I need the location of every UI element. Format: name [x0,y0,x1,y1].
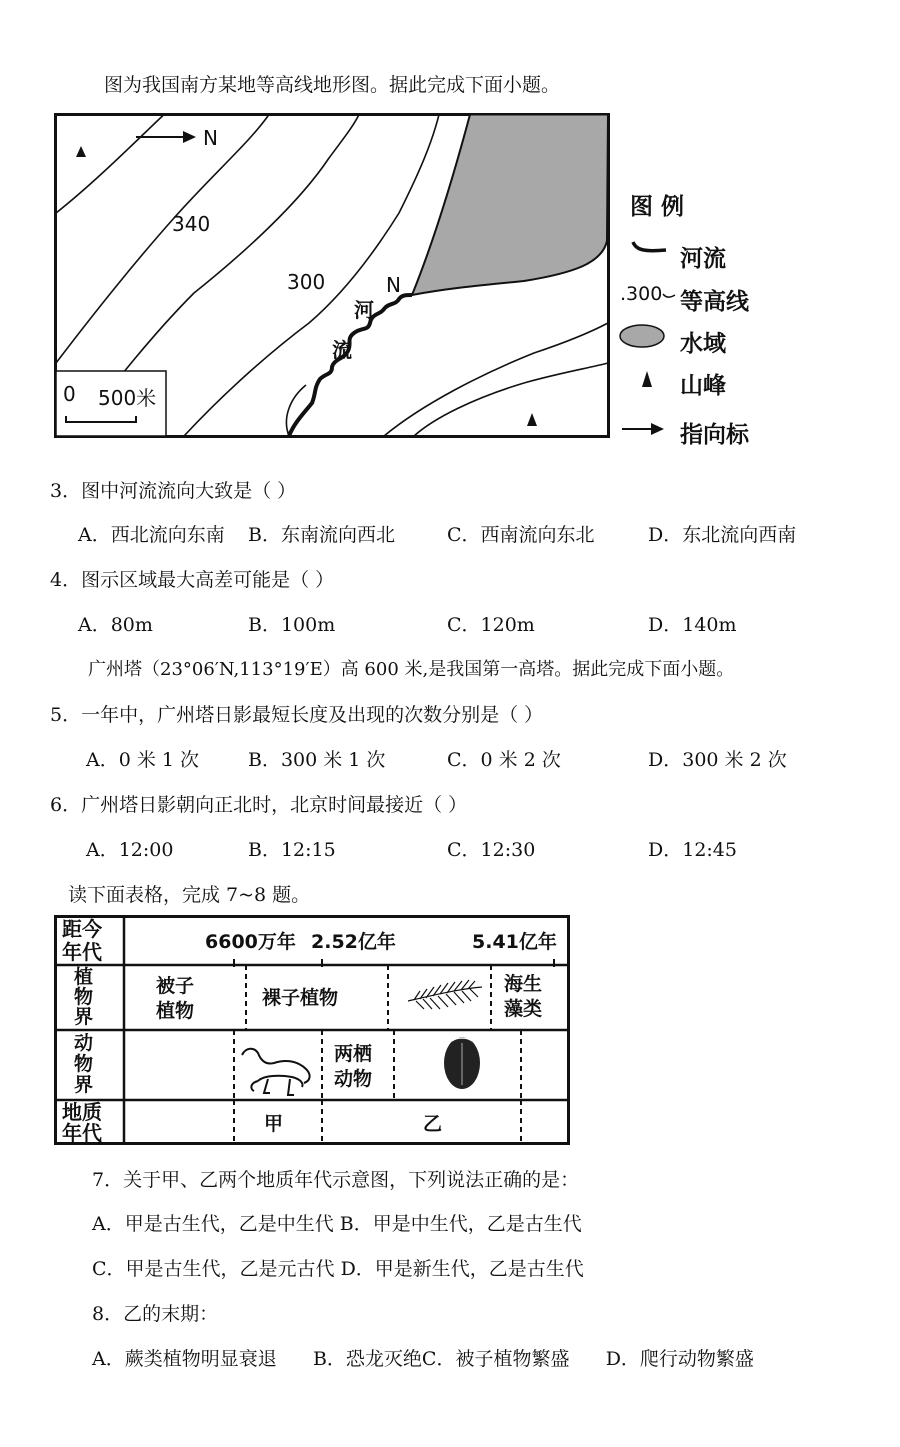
row-header-age-b: 年代 [62,940,102,964]
q4-option-a: A．80m [78,614,153,636]
q3-option-b: B．东南流向西北 [248,524,395,546]
q5-option-a: A．0 米 1 次 [86,749,200,771]
row-header-age-a: 距今 [62,917,102,941]
intro-text-2: 广州塔（23°06′N,113°19′E）高 600 米,是我国第一高塔。据此完成下面小题。 [88,659,735,680]
river-point-n: N [386,273,401,297]
q6-stem: 6．广州塔日影朝向正北时，北京时间最接近（ ） [50,794,468,816]
trilobite-icon [444,1037,480,1089]
row-header-animals-2: 物 [74,1053,94,1075]
legend-contour: 等高线 [680,289,749,315]
row-header-animals-3: 界 [74,1074,94,1096]
era-jia: 甲 [264,1113,284,1135]
q6-option-d: D．12:45 [648,839,737,861]
time-label-1: 6600万年 [205,931,296,953]
legend-contour-sample: .300 [620,283,663,305]
q8-stem: 8．乙的末期： [92,1303,219,1325]
scale-zero: 0 [63,382,76,406]
row-header-plants-1: 植 [74,966,94,988]
q7-options-line-2: C．甲是古生代，乙是元古代 D．甲是新生代，乙是古生代 [92,1258,584,1280]
legend-peak: 山峰 [680,373,726,399]
row-header-plants-3: 界 [74,1006,94,1028]
q3-stem: 3．图中河流流向大致是（ ） [50,480,297,502]
legend-river: 河流 [680,246,726,272]
q4-option-d: D．140m [648,614,737,636]
q3-option-a: A．西北流向东南 [78,524,225,546]
legend-arrow-icon [620,420,666,438]
q8-options-line: A．蕨类植物明显衰退 B．恐龙灭绝C．被子植物繁盛 D．爬行动物繁盛 [92,1348,754,1370]
legend-water-icon [618,323,666,349]
q7-stem: 7．关于甲、乙两个地质年代示意图，下列说法正确的是： [92,1169,580,1191]
legend-peak-icon [640,370,654,388]
q7-options-line-1: A．甲是古生代，乙是中生代 B．甲是中生代，乙是古生代 [92,1213,582,1235]
intro-text-3: 读下面表格，完成 7~8 题。 [68,884,311,906]
river-label-2: 流 [332,338,352,362]
q3-option-c: C．西南流向东北 [447,524,595,546]
legend-river-icon [630,236,670,258]
q5-stem: 5．一年中，广州塔日影最短长度及出现的次数分别是（ ） [50,704,544,726]
algae-label-1: 海生 [504,973,543,995]
q5-option-b: B．300 米 1 次 [248,749,386,771]
contour-label-300: 300 [287,270,326,294]
q4-stem: 4．图示区域最大高差可能是（ ） [50,569,335,591]
row-header-animals-1: 动 [74,1032,94,1054]
era-yi: 乙 [423,1113,443,1135]
gymnosperm-label: 裸子植物 [262,987,339,1009]
time-label-2: 2.52亿年 [311,931,396,953]
river-label-1: 河 [354,298,374,322]
row-header-plants-2: 物 [74,986,94,1008]
time-label-3: 5.41亿年 [472,931,557,953]
angiosperm-label-2: 植物 [156,1000,195,1022]
q4-option-c: C．120m [447,614,535,636]
q6-option-b: B．12:15 [248,839,336,861]
scale-value: 500米 [98,386,157,410]
q5-option-d: D．300 米 2 次 [648,749,787,771]
algae-label-2: 藻类 [504,998,543,1020]
legend-contour-icon [662,291,676,301]
row-header-era-1: 地质 [62,1100,102,1124]
legend-water: 水域 [680,331,726,357]
north-label: N [203,126,218,150]
q4-option-b: B．100m [248,614,336,636]
legend-arrow: 指向标 [680,422,749,448]
legend-title: 图 例 [630,194,685,220]
q5-option-c: C．0 米 2 次 [447,749,561,771]
q6-option-a: A．12:00 [86,839,174,861]
q6-option-c: C．12:30 [447,839,536,861]
contour-label-340: 340 [172,212,211,236]
geologic-time-table [54,915,570,1145]
row-header-era-2: 年代 [62,1121,102,1145]
q3-option-d: D．东北流向西南 [648,524,797,546]
angiosperm-label-1: 被子 [156,975,195,997]
amphibian-label-1: 两栖 [334,1043,373,1065]
amphibian-label-2: 动物 [334,1068,373,1090]
intro-text-1: 图为我国南方某地等高线地形图。据此完成下面小题。 [104,74,561,96]
